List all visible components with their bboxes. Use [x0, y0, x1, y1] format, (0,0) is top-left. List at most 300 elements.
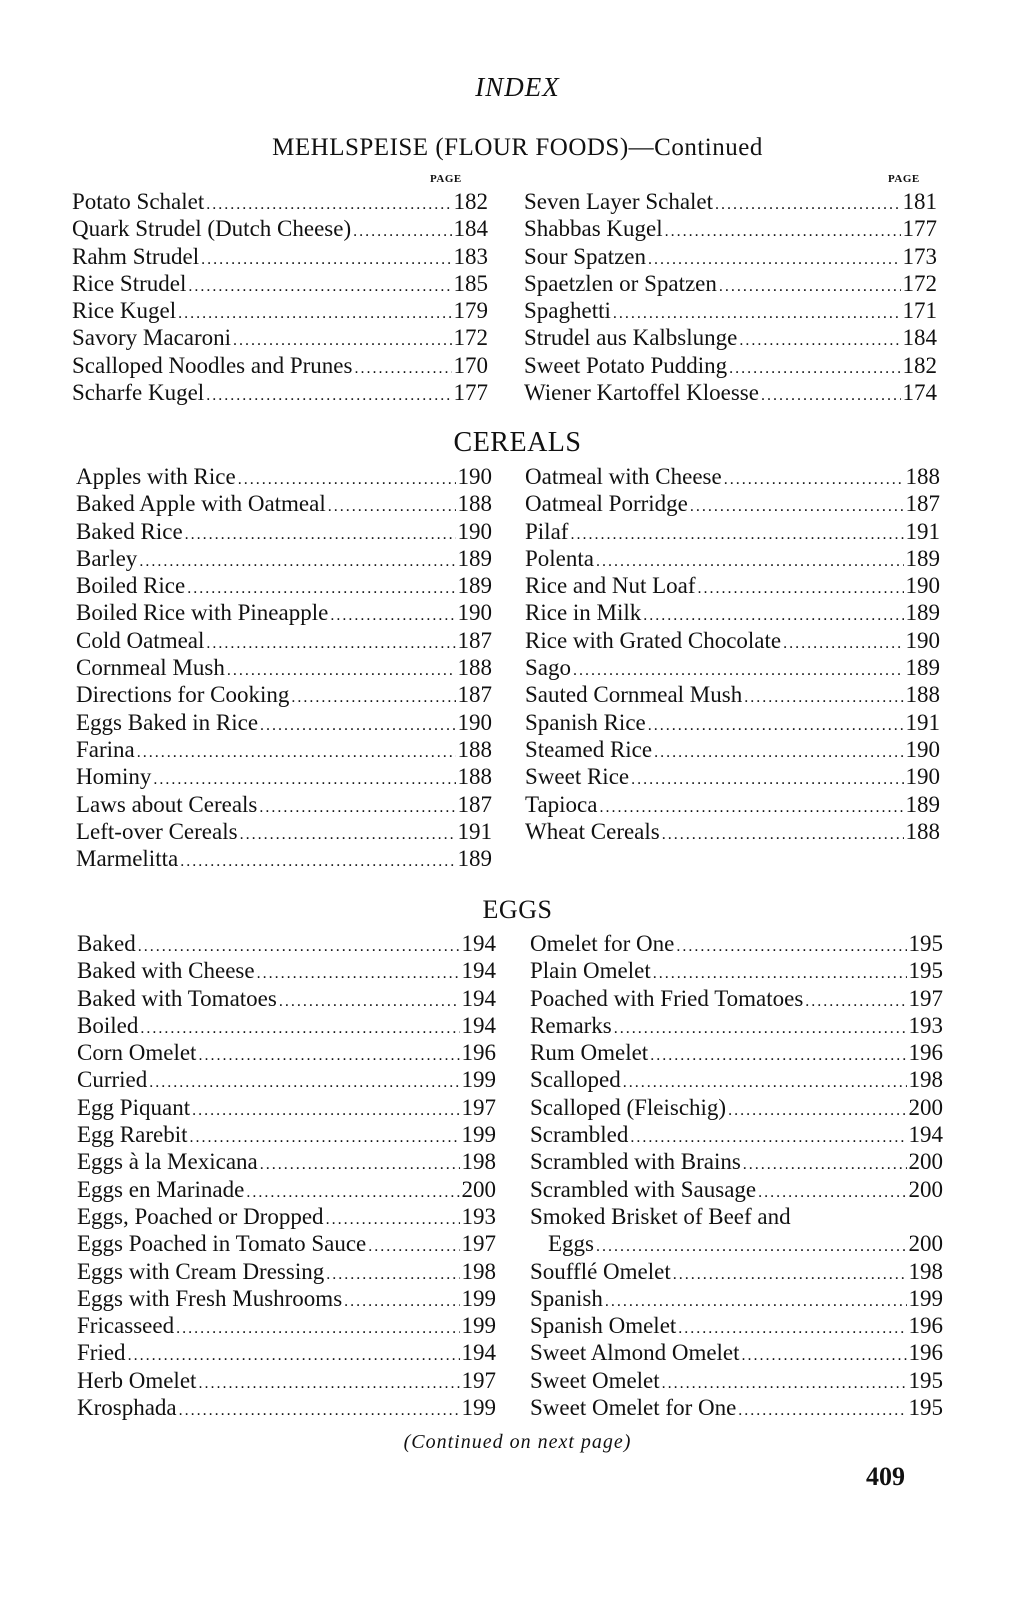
index-entry	[525, 736, 940, 763]
entry-page-number: 172	[453, 325, 488, 351]
dot-leader	[690, 493, 904, 520]
dot-leader	[605, 1288, 907, 1315]
entry-name: Hominy	[76, 764, 152, 790]
dot-leader	[227, 657, 456, 684]
dot-leader	[676, 933, 906, 960]
index-entry	[72, 243, 488, 270]
index-entry	[525, 654, 940, 681]
dot-leader	[238, 466, 456, 493]
dot-leader	[187, 575, 455, 602]
entry-name: Polenta	[525, 545, 594, 571]
page-column-label-right: PAGE	[888, 173, 920, 185]
entry-name: Spaghetti	[524, 298, 611, 324]
index-entry	[530, 1258, 943, 1285]
entry-page-number: 199	[908, 1285, 943, 1311]
entry-page-number: 188	[905, 464, 940, 489]
dot-leader	[738, 1397, 906, 1424]
entry-name: Fricasseed	[77, 1313, 175, 1339]
dot-leader	[179, 1397, 460, 1424]
index-entry	[530, 1039, 943, 1066]
entry-name: Tapioca	[525, 791, 598, 817]
entry-name: Scalloped	[530, 1067, 621, 1093]
index-entry	[525, 599, 940, 626]
entry-page-number: 188	[457, 736, 492, 762]
entry-name: Savory Macaroni	[72, 325, 232, 351]
index-entry	[524, 215, 937, 242]
entry-name: Eggs with Cream Dressing	[77, 1258, 325, 1284]
entry-name: Baked with Cheese	[77, 958, 255, 984]
entry-page-number: 200	[908, 1176, 943, 1202]
entry-page-number: 189	[905, 545, 940, 571]
entry-page-number: 188	[457, 764, 492, 790]
dot-leader	[354, 355, 451, 382]
entry-name: Boiled Rice with Pineapple	[76, 600, 329, 626]
dot-leader	[176, 1315, 459, 1342]
entry-name: Sago	[525, 655, 571, 681]
index-entry	[530, 985, 943, 1012]
entry-page-number: 193	[908, 1012, 943, 1038]
entry-name: Spanish Rice	[525, 709, 646, 735]
entry-name: Rice Strudel	[72, 270, 187, 296]
entry-page-number: 185	[453, 270, 488, 296]
index-entry	[77, 1258, 496, 1285]
index-entry	[524, 270, 937, 297]
entry-page-number: 190	[457, 464, 492, 489]
entry-name: Egg Rarebit	[77, 1122, 188, 1148]
dot-leader	[140, 1015, 459, 1042]
index-entry	[530, 930, 943, 957]
index-entry	[77, 1176, 496, 1203]
index-entry	[524, 297, 937, 324]
dot-leader	[596, 1233, 907, 1260]
index-entry	[76, 736, 492, 763]
entry-name: Directions for Cooking	[76, 682, 290, 708]
index-entry	[77, 1367, 496, 1394]
index-entry	[524, 324, 937, 351]
index-entry	[76, 518, 492, 545]
index-entry	[77, 1230, 496, 1257]
index-entry	[530, 1230, 943, 1257]
entry-page-number: 193	[461, 1203, 496, 1229]
entry-page-number: 194	[461, 1012, 496, 1038]
entry-page-number: 194	[461, 1340, 496, 1366]
entry-page-number: 199	[461, 1395, 496, 1421]
entry-name: Corn Omelet	[77, 1040, 197, 1066]
dot-leader	[128, 1342, 460, 1369]
index-entry	[77, 985, 496, 1012]
entry-page-number: 188	[457, 655, 492, 681]
dot-leader	[185, 521, 456, 548]
index-entry	[76, 818, 492, 845]
entry-page-number: 189	[457, 545, 492, 571]
index-entry	[76, 709, 492, 736]
index-entry	[530, 1121, 943, 1148]
entry-page-number: 172	[902, 270, 937, 296]
dot-leader	[206, 191, 451, 218]
dot-leader	[233, 327, 451, 354]
flour-foods-left-column	[72, 188, 488, 406]
index-entry	[76, 599, 492, 626]
section-heading-cereals: CEREALS	[453, 427, 582, 458]
dot-leader	[758, 1179, 906, 1206]
entry-name: Rahm Strudel	[72, 243, 200, 269]
entry-page-number: 196	[908, 1313, 943, 1339]
entry-page-number: 196	[908, 1040, 943, 1066]
dot-leader	[326, 1261, 459, 1288]
dot-leader	[654, 739, 903, 766]
entry-page-number: 194	[461, 958, 496, 984]
index-entry	[525, 627, 940, 654]
entry-page-number: 188	[905, 818, 940, 844]
entry-name: Baked	[77, 931, 136, 956]
index-entry	[525, 681, 940, 708]
entry-name: Krosphada	[77, 1395, 177, 1421]
dot-leader	[260, 1151, 460, 1178]
entry-name: Scrambled	[530, 1122, 629, 1148]
entry-name: Sour Spatzen	[524, 243, 647, 269]
dot-leader	[190, 1124, 460, 1151]
entry-name: Sweet Almond Omelet	[530, 1340, 740, 1366]
index-entry	[530, 1339, 943, 1366]
entry-name: Sweet Rice	[525, 764, 630, 790]
entry-name: Rice Kugel	[72, 298, 177, 324]
index-entry	[525, 518, 940, 545]
index-entry	[77, 1203, 496, 1230]
entry-page-number: 174	[902, 380, 937, 406]
entry-page-number: 190	[905, 573, 940, 599]
entry-page-number: 197	[908, 985, 943, 1011]
entry-name: Spaetzlen or Spatzen	[524, 270, 717, 296]
dot-leader	[206, 382, 451, 409]
entry-name: Cold Oatmeal	[76, 627, 205, 653]
index-entry	[77, 1285, 496, 1312]
entry-name: Spanish Omelet	[530, 1313, 677, 1339]
index-entry	[77, 1094, 496, 1121]
index-entry	[76, 490, 492, 517]
dot-leader	[344, 1288, 459, 1315]
dot-leader	[192, 1097, 459, 1124]
entry-page-number: 188	[457, 491, 492, 517]
entry-page-number: 187	[905, 491, 940, 517]
index-entry	[525, 545, 940, 572]
dot-leader	[743, 1151, 907, 1178]
entry-name: Boiled Rice	[76, 573, 186, 599]
index-entry	[77, 1121, 496, 1148]
page-column-label-left: PAGE	[430, 173, 462, 185]
index-entry	[76, 763, 492, 790]
dot-leader	[719, 273, 901, 300]
entry-page-number: 194	[461, 985, 496, 1011]
index-entry	[530, 1203, 943, 1230]
entry-name: Marmelitta	[76, 846, 179, 872]
dot-leader	[570, 521, 903, 548]
dot-leader	[153, 766, 455, 793]
index-entry	[76, 654, 492, 681]
dot-leader	[729, 355, 900, 382]
entry-name: Seven Layer Schalet	[524, 189, 714, 214]
entry-name: Plain Omelet	[530, 958, 651, 984]
dot-leader	[648, 246, 900, 273]
entry-page-number: 190	[905, 764, 940, 790]
dot-leader	[149, 1069, 459, 1096]
dot-leader	[259, 794, 455, 821]
entry-name: Sweet Omelet for One	[530, 1395, 737, 1421]
entry-page-number: 188	[905, 682, 940, 708]
dot-leader	[353, 218, 451, 245]
entry-page-number: 182	[902, 352, 937, 378]
dot-leader	[138, 933, 460, 960]
entry-page-number: 190	[905, 627, 940, 653]
entry-page-number: 195	[908, 1367, 943, 1393]
entry-page-number: 181	[902, 189, 937, 214]
entry-name: Rice and Nut Loaf	[525, 573, 696, 599]
index-entry	[524, 379, 937, 406]
dot-leader	[673, 1261, 907, 1288]
entry-page-number: 191	[905, 518, 940, 544]
entry-name: Scharfe Kugel	[72, 380, 205, 406]
index-entry	[525, 572, 940, 599]
page-title: INDEX	[475, 72, 560, 102]
entry-page-number: 199	[461, 1122, 496, 1148]
entry-name: Shabbas Kugel	[524, 216, 663, 242]
index-entry	[525, 709, 940, 736]
index-entry	[77, 1066, 496, 1093]
index-entry	[76, 845, 492, 872]
entry-page-number: 171	[902, 298, 937, 324]
dot-leader	[139, 548, 455, 575]
index-entry	[77, 1148, 496, 1175]
dot-leader	[742, 1342, 907, 1369]
entry-page-number: 187	[457, 627, 492, 653]
dot-leader	[599, 794, 903, 821]
index-entry	[524, 352, 937, 379]
index-entry	[530, 1094, 943, 1121]
entry-page-number: 173	[902, 243, 937, 269]
index-entry	[72, 379, 488, 406]
entry-page-number: 198	[908, 1067, 943, 1093]
index-entry	[76, 572, 492, 599]
index-entry	[530, 1312, 943, 1339]
dot-leader	[724, 466, 904, 493]
dot-leader	[260, 712, 455, 739]
dot-leader	[648, 712, 904, 739]
entry-page-number: 191	[905, 709, 940, 735]
index-entry	[76, 791, 492, 818]
index-entry	[530, 1367, 943, 1394]
index-entry	[530, 1066, 943, 1093]
entry-name: Laws about Cereals	[76, 791, 258, 817]
entry-page-number: 195	[908, 958, 943, 984]
dot-leader	[368, 1233, 459, 1260]
entry-page-number: 189	[457, 573, 492, 599]
entry-page-number: 191	[457, 818, 492, 844]
index-entry	[77, 930, 496, 957]
entry-page-number: 190	[457, 600, 492, 626]
dot-leader	[328, 493, 456, 520]
dot-leader	[678, 1315, 906, 1342]
dot-leader	[573, 657, 904, 684]
index-entry	[77, 1039, 496, 1066]
page-number: 409	[866, 1462, 905, 1491]
entry-page-number: 189	[905, 655, 940, 681]
entry-page-number: 182	[453, 189, 488, 214]
dot-leader	[614, 1015, 907, 1042]
dot-leader	[291, 684, 455, 711]
dot-leader	[188, 273, 451, 300]
dot-leader	[279, 988, 460, 1015]
entry-name: Remarks	[530, 1012, 612, 1038]
entry-name: Eggs à la Mexicana	[77, 1149, 258, 1175]
entry-name: Omelet for One	[530, 931, 675, 956]
cereals-right-column	[525, 463, 940, 845]
dot-leader	[631, 766, 903, 793]
index-entry	[77, 957, 496, 984]
index-entry	[77, 1394, 496, 1421]
entry-name: Potato Schalet	[72, 189, 205, 214]
entry-name: Farina	[76, 736, 135, 762]
entry-page-number: 200	[908, 1094, 943, 1120]
dot-leader	[596, 548, 904, 575]
dot-leader	[715, 191, 900, 218]
entry-name: Oatmeal Porridge	[525, 491, 688, 517]
entry-name: Strudel aus Kalbslunge	[524, 325, 738, 351]
index-entry	[76, 627, 492, 654]
index-entry	[530, 1394, 943, 1421]
entry-name: Rice with Grated Chocolate	[525, 627, 782, 653]
dot-leader	[330, 602, 455, 629]
index-entry	[524, 188, 937, 215]
entry-name: Smoked Brisket of Beef and	[530, 1203, 791, 1229]
dot-leader	[257, 960, 460, 987]
entry-page-number: 177	[902, 216, 937, 242]
entry-name: Cornmeal Mush	[76, 655, 225, 681]
dot-leader	[240, 821, 456, 848]
entry-page-number: 198	[461, 1258, 496, 1284]
dot-leader	[662, 1370, 907, 1397]
dot-leader	[728, 1097, 906, 1124]
dot-leader	[662, 821, 904, 848]
entry-name: Eggs	[548, 1231, 594, 1257]
index-entry	[525, 818, 940, 845]
entry-page-number: 189	[905, 791, 940, 817]
entry-page-number: 183	[453, 243, 488, 269]
entry-page-number: 184	[902, 325, 937, 351]
dot-leader	[643, 602, 903, 629]
index-entry	[525, 763, 940, 790]
dot-leader	[744, 684, 903, 711]
index-entry	[524, 243, 937, 270]
dot-leader	[613, 300, 901, 327]
entry-page-number: 200	[908, 1149, 943, 1175]
index-entry	[525, 791, 940, 818]
index-entry	[530, 1285, 943, 1312]
index-entry	[530, 1176, 943, 1203]
entry-name: Barley	[76, 545, 138, 571]
entry-page-number: 198	[908, 1258, 943, 1284]
entry-name: Wiener Kartoffel Kloesse	[524, 380, 759, 406]
entry-name: Sweet Omelet	[530, 1367, 660, 1393]
entry-name: Scalloped (Fleischig)	[530, 1094, 727, 1120]
index-entry	[72, 324, 488, 351]
entry-page-number: 196	[461, 1040, 496, 1066]
entry-page-number: 187	[457, 682, 492, 708]
index-entry	[72, 215, 488, 242]
flour-foods-right-column	[524, 188, 937, 406]
entry-name: Steamed Rice	[525, 736, 653, 762]
entry-name: Pilaf	[525, 518, 569, 544]
index-entry	[76, 463, 492, 490]
entry-page-number: 189	[457, 846, 492, 872]
index-entry	[72, 270, 488, 297]
entry-page-number: 194	[908, 1122, 943, 1148]
dot-leader	[761, 382, 901, 409]
entry-page-number: 179	[453, 298, 488, 324]
index-entry	[77, 1339, 496, 1366]
dot-leader	[698, 575, 904, 602]
entry-name: Sauted Cornmeal Mush	[525, 682, 743, 708]
dot-leader	[137, 739, 456, 766]
index-entry	[530, 1012, 943, 1039]
eggs-left-column	[77, 930, 496, 1421]
entry-name: Eggs, Poached or Dropped	[77, 1203, 324, 1229]
entry-page-number: 194	[461, 931, 496, 956]
entry-name: Rum Omelet	[530, 1040, 649, 1066]
entry-page-number: 184	[453, 216, 488, 242]
entry-name: Egg Piquant	[77, 1094, 191, 1120]
index-entry	[76, 681, 492, 708]
index-entry	[530, 1148, 943, 1175]
index-entry	[76, 545, 492, 572]
index-entry	[72, 352, 488, 379]
dot-leader	[201, 246, 451, 273]
dot-leader	[326, 1206, 460, 1233]
entry-name: Poached with Fried Tomatoes	[530, 985, 804, 1011]
entry-page-number: 197	[461, 1094, 496, 1120]
entry-name: Apples with Rice	[76, 464, 236, 489]
entry-name: Quark Strudel (Dutch Cheese)	[72, 216, 352, 242]
entry-name: Sweet Potato Pudding	[524, 352, 728, 378]
section-heading-flour-foods: MEHLSPEISE (FLOUR FOODS)—Continued	[272, 134, 763, 161]
entry-page-number: 195	[908, 931, 943, 956]
continued-note: (Continued on next page)	[403, 1431, 632, 1453]
dot-leader	[206, 630, 455, 657]
entry-page-number: 199	[461, 1067, 496, 1093]
entry-name: Oatmeal with Cheese	[525, 464, 722, 489]
cereals-left-column	[76, 463, 492, 872]
index-entry	[525, 463, 940, 490]
entry-name: Left-over Cereals	[76, 818, 238, 844]
entry-name: Rice in Milk	[525, 600, 642, 626]
dot-leader	[665, 218, 901, 245]
entry-name: Soufflé Omelet	[530, 1258, 671, 1284]
dot-leader	[783, 630, 903, 657]
entry-name: Scrambled with Brains	[530, 1149, 741, 1175]
eggs-right-column	[530, 930, 943, 1421]
index-entry	[525, 490, 940, 517]
entry-page-number: 200	[908, 1231, 943, 1257]
entry-name: Eggs Baked in Rice	[76, 709, 259, 735]
dot-leader	[180, 848, 455, 875]
entry-name: Scrambled with Sausage	[530, 1176, 757, 1202]
dot-leader	[623, 1069, 907, 1096]
entry-name: Boiled	[77, 1012, 139, 1038]
entry-page-number: 199	[461, 1285, 496, 1311]
dot-leader	[198, 1042, 459, 1069]
index-entry	[72, 297, 488, 324]
entry-page-number: 189	[905, 600, 940, 626]
dot-leader	[630, 1124, 906, 1151]
dot-leader	[178, 300, 451, 327]
